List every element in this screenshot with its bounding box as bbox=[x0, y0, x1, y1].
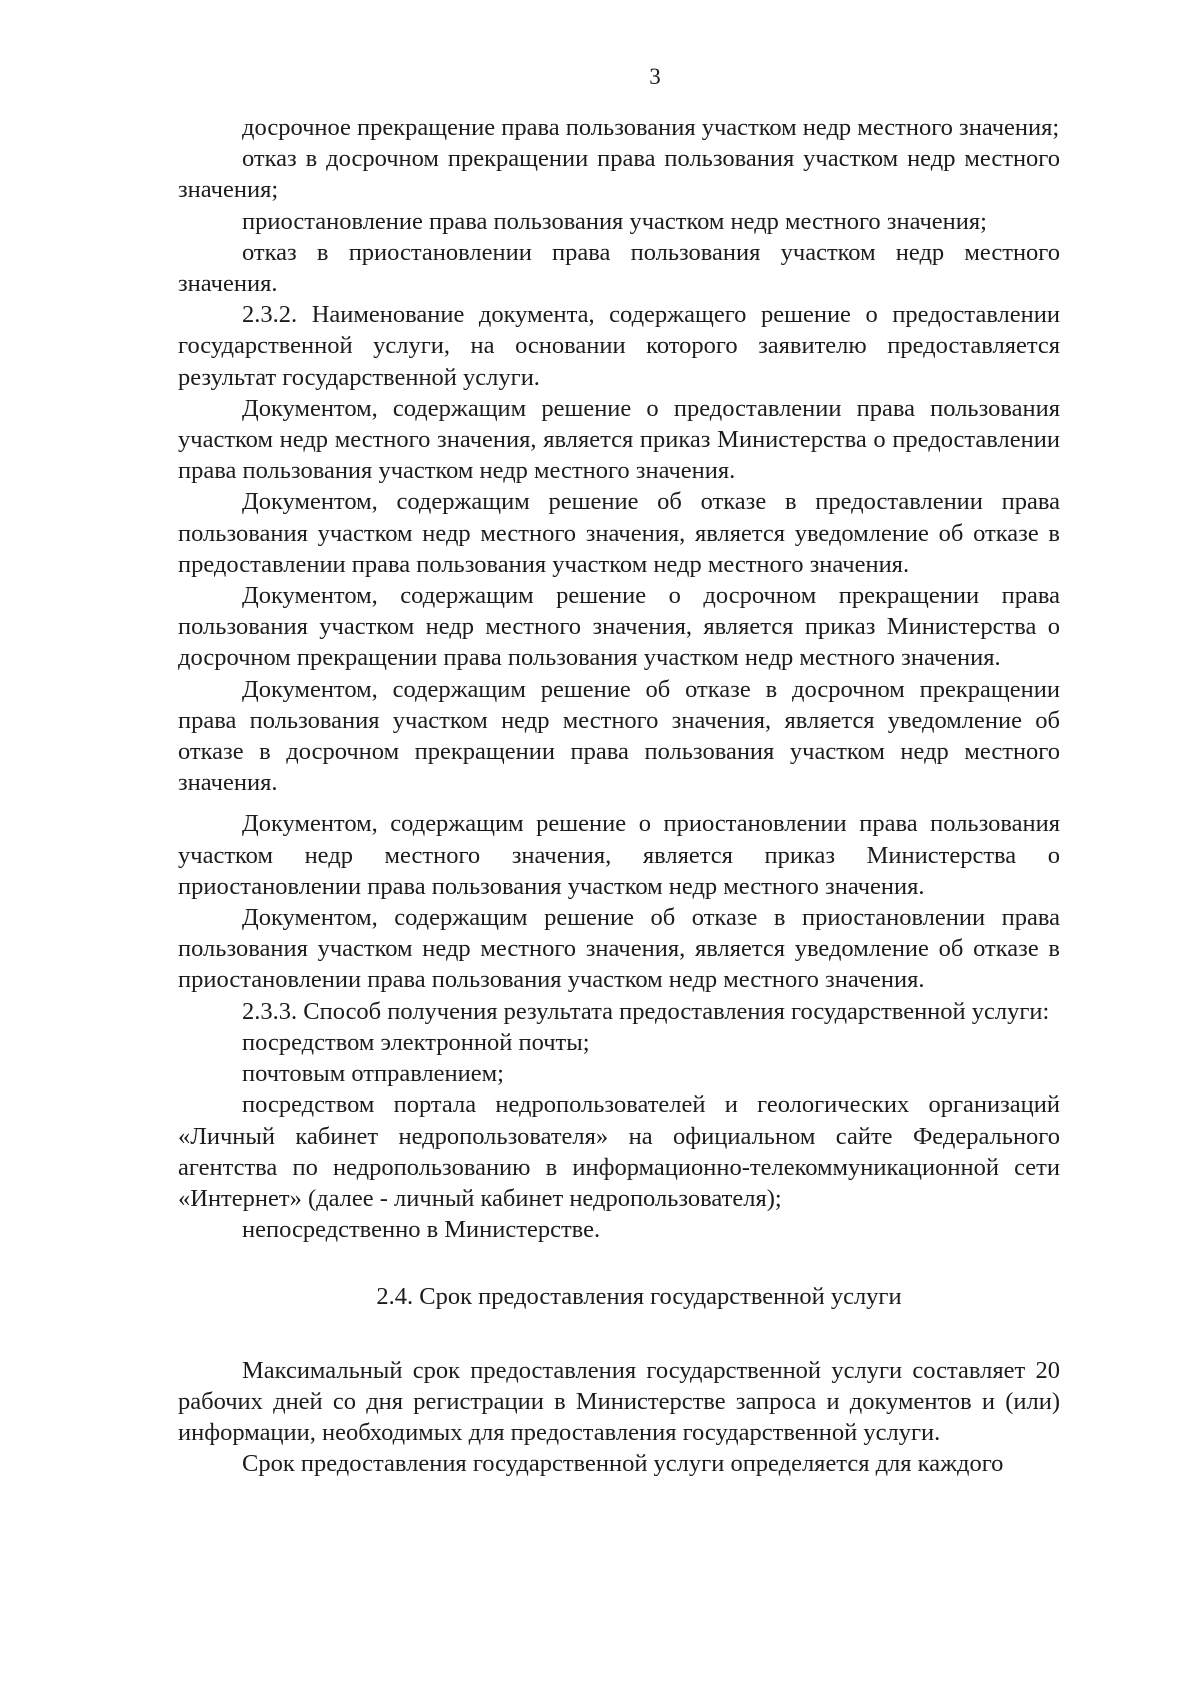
paragraph-doc-refusal-suspension: Документом, содержащим решение об отказе в приостановлении права пользования участком недр местного значения, является уведомление об отказе в приостановлении права пользования участком недр местного значения. bbox=[178, 904, 1060, 994]
document-body bbox=[178, 112, 1060, 1479]
paragraph-term-determination: Срок предоставления государственной услуги определяется для каждого bbox=[242, 1450, 1004, 1478]
paragraph-suspension: приостановление права пользования участком недр местного значения; bbox=[242, 207, 987, 235]
paragraph-doc-grant: Документом, содержащим решение о предоставлении права пользования участком недр местного значения, является приказ Министерства о предоставлении права пользования участком недр местного значения. bbox=[178, 394, 1060, 485]
paragraph-early-termination: досрочное прекращение права пользования участком недр местного значения; bbox=[242, 114, 1060, 141]
paragraph-method-email: посредством электронной почты; bbox=[242, 1028, 590, 1056]
paragraph-2-3-3: 2.3.3. Способ получения результата предоставления государственной услуги: bbox=[242, 997, 1050, 1025]
section-heading-2-4: 2.4. Срок предоставления государственной услуги bbox=[376, 1283, 902, 1311]
paragraph-doc-refusal-early-termination: Документом, содержащим решение об отказе в досрочном прекращении права пользования участком недр местного значения, является уведомление об отказе в досрочном прекращении права пользования участком недр местного значения. bbox=[178, 675, 1060, 797]
paragraph-method-portal: посредством портала недропользователей и геологических организаций «Личный кабинет недропользователя» на официальном сайте Федерального агентства по недропользованию в информационно-телекоммуникационной сети «Интернет» (далее - личный кабинет недропользователя); bbox=[178, 1091, 1060, 1212]
paragraph-refusal-early-termination: отказ в досрочном прекращении права пользования участком недр местного значения; bbox=[178, 145, 1060, 204]
paragraph-doc-refusal-grant: Документом, содержащим решение об отказе в предоставлении права пользования участком недр местного значения, является уведомление об отказе в предоставлении права пользования участком недр местного значения. bbox=[178, 488, 1060, 578]
paragraph-doc-suspension: Документом, содержащим решение о приостановлении права пользования участком недр местного значения, является приказ Министерства о приостановлении права пользования участком недр местного значения. bbox=[178, 810, 1060, 900]
paragraph-refusal-suspension: отказ в приостановлении права пользования участком недр местного значения. bbox=[178, 238, 1060, 298]
paragraph-doc-early-termination: Документом, содержащим решение о досрочном прекращении права пользования участком недр местного значения, является приказ Министерства о досрочном прекращении права пользования участком недр местного значения. bbox=[178, 582, 1060, 672]
paragraph-method-post: почтовым отправлением; bbox=[242, 1060, 504, 1088]
page-number: 3 bbox=[649, 64, 661, 89]
paragraph-max-term: Максимальный срок предоставления государственной услуги составляет 20 рабочих дней со дня регистрации в Министерстве запроса и документов и (или) информации, необходимых для предоставления государственной услуги. bbox=[178, 1356, 1060, 1446]
paragraph-2-3-2: 2.3.2. Наименование документа, содержащего решение о предоставлении государственной услуги, на основании которого заявителю предоставляется результат государственной услуги. bbox=[178, 301, 1060, 391]
paragraph-method-in-person: непосредственно в Министерстве. bbox=[242, 1216, 601, 1244]
